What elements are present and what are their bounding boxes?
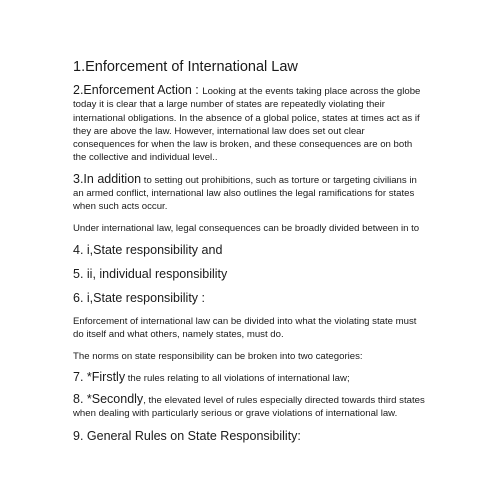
document-title: 1.Enforcement of International Law bbox=[73, 59, 298, 75]
paragraph-enforcement-divided: Enforcement of international law can be divided into what the violating state must do itself and what others, namely states, must do. bbox=[73, 315, 417, 341]
paragraph-body: , the elevated level of rules especially directed towards third states when dealing with particularly serious or grave violations of international law. bbox=[73, 395, 425, 420]
paragraph-enforcement-action bbox=[73, 84, 425, 165]
paragraph-secondly bbox=[73, 393, 425, 421]
heading-state-responsibility-and: 4. i,State responsibility and bbox=[73, 242, 223, 257]
paragraph-legal-consequences: Under international law, legal consequences can be broadly divided between in to bbox=[73, 222, 420, 234]
paragraph-lead: 7. *Firstly bbox=[73, 369, 126, 384]
heading-individual-responsibility: 5. ii, individual responsibility bbox=[73, 266, 228, 281]
paragraph-body: to setting out prohibitions, such as torture or targeting civilians in an armed conflict, international law also outlines the legal ramifications for states when such acts occur. bbox=[73, 174, 417, 213]
document-page bbox=[73, 58, 425, 453]
paragraph-norms: The norms on state responsibility can be broken into two categories: bbox=[73, 350, 363, 362]
paragraph-lead: 8. *Secondly bbox=[73, 392, 144, 407]
paragraph-body: the rules relating to all violations of international law; bbox=[125, 372, 350, 384]
heading-general-rules: 9. General Rules on State Responsibility: bbox=[73, 428, 301, 443]
paragraph-firstly bbox=[73, 371, 425, 385]
paragraph-body: Looking at the events taking place across the globe today it is clear that a large number of states are repeatedly violating their international obligations. In the absence of a global police, states at times act as if they are above the law. However, international law does set out clear consequences for when the law is broken, and these consequences are on both the collective and individual level.. bbox=[73, 86, 421, 164]
paragraph-in-addition bbox=[73, 173, 425, 214]
heading-state-responsibility: 6. i,State responsibility : bbox=[73, 290, 206, 305]
paragraph-lead: 3.In addition bbox=[73, 171, 142, 186]
paragraph-lead: 2.Enforcement Action : bbox=[73, 83, 203, 97]
